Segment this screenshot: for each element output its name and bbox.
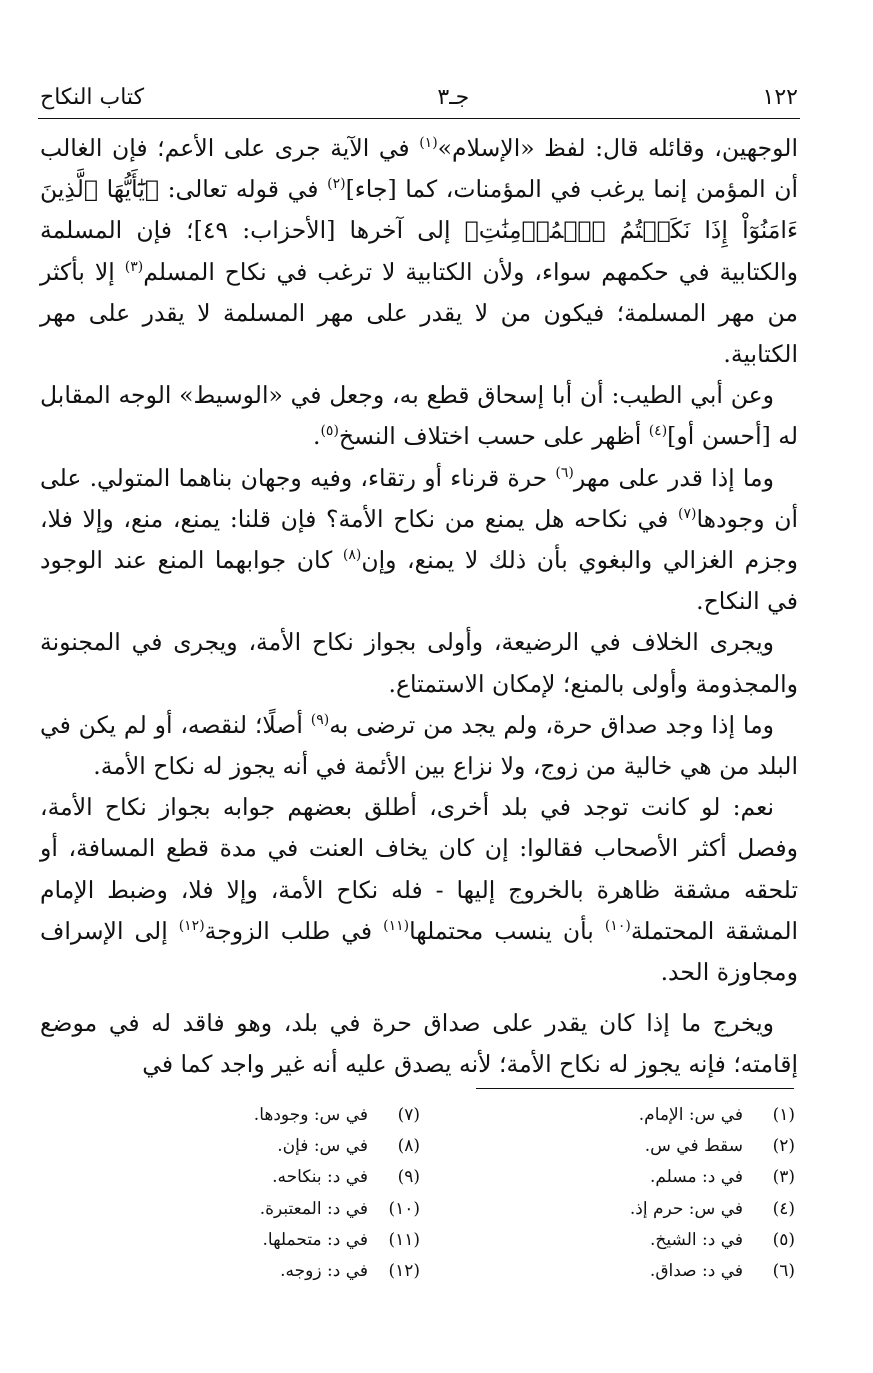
footnote-marker: (٢) — [327, 176, 346, 193]
footnote-number: (٢) — [772, 1136, 795, 1157]
footnote-item — [45, 1225, 420, 1256]
page-number: ١٢٢ — [762, 85, 798, 110]
footnote-text: في د: صداق. — [649, 1261, 743, 1282]
paragraph — [40, 1003, 798, 1085]
footnote-number: (٣) — [772, 1167, 795, 1188]
text-run: إلى الإسراف ومجاوزة الحد. — [40, 916, 798, 987]
text-run: وما إذا وجد صداق حرة، ولم يجد من ترضى به — [329, 710, 775, 739]
footnote-marker: (٥) — [320, 423, 339, 440]
footnotes-column-left — [45, 1100, 420, 1287]
footnote-text: في د: الشيخ. — [650, 1229, 743, 1250]
footnote-item — [420, 1162, 795, 1193]
footnote-text: في د: بنكاحه. — [272, 1167, 368, 1188]
volume-label: جـ٣ — [437, 85, 470, 110]
header-divider — [38, 118, 800, 119]
book-title: كتاب النكاح — [40, 85, 145, 110]
text-run: في طلب الزوجة — [204, 916, 384, 945]
footnote-item — [420, 1131, 795, 1162]
running-header — [40, 70, 798, 110]
text-run: إلا بأكثر من مهر المسلمة؛ فيكون من لا يقدر على مهر المسلمة لا يقدر على مهر الكتابية. — [40, 257, 798, 369]
footnote-item — [420, 1225, 795, 1256]
footnote-marker: (٣) — [124, 258, 144, 275]
footnote-number: (٧) — [397, 1105, 420, 1125]
text-run: الوجهين، وقائله قال: لفظ «الإسلام» — [437, 134, 798, 162]
footnote-item — [420, 1194, 795, 1225]
footnote-item — [420, 1256, 795, 1287]
footnote-number: (١٠) — [388, 1198, 420, 1219]
paragraph — [40, 787, 798, 993]
text-run: في الآية جرى على الأعم؛ فإن الغالب أن المؤمن إنما يرغب في المؤمنات، كما [جاء] — [40, 134, 799, 204]
footnote-item — [45, 1162, 420, 1193]
footnote-number: (٨) — [397, 1136, 420, 1157]
footnote-text: في س: حرم إذ. — [629, 1198, 743, 1219]
footnote-text: في س: الإمام. — [638, 1105, 743, 1125]
text-run: وما إذا قدر على مهر — [573, 463, 774, 492]
text-run: في قوله تعالى: ﴿يَٰٓأَيُّهَا ٱلَّذِينَ ءَامَنُوٓاْ إِذَا نَكَحۡتُمُ ٱلۡمُؤۡمِنَٰتِ﴾ إلى آخرها [الأحزاب: ٤٩]؛ فإن المسلمة والكتابية في حكمهم سواء، ولأن الكتابية لا ترغب في نكاح المسلم — [40, 175, 799, 286]
footnote-number: (١) — [772, 1105, 795, 1125]
footnote-divider — [476, 1088, 794, 1089]
footnote-text: في د: مسلم. — [649, 1167, 743, 1188]
paragraph — [40, 705, 798, 787]
footnote-text: في د: زوجه. — [280, 1261, 368, 1282]
paragraph — [40, 458, 798, 623]
footnote-number: (٥) — [772, 1229, 795, 1250]
footnote-marker: (٦) — [555, 464, 574, 481]
text-run: ويجرى الخلاف في الرضيعة، وأولى بجواز نكاح الأمة، ويجرى في المجنونة والمجذومة وأولى بالمنع؛ لإمكان الاستمتاع. — [40, 628, 798, 698]
text-run: نعم: لو كانت توجد في بلد أخرى، أطلق بعضهم جوابه بجواز نكاح الأمة، وفصل أكثر الأصحاب فقالوا: إن كان يخاف العنت في مدة قطع المسافة، أو تلحقه مشقة ظاهرة بالخروج إليها - فله نكاح الأمة، وإلا فلا، وضبط الإمام المشقة المحتملة — [40, 793, 799, 945]
footnote-marker: (١١) — [383, 918, 410, 935]
footnote-number: (٩) — [397, 1167, 420, 1188]
footnote-marker: (٩) — [310, 712, 330, 729]
footnote-item — [45, 1100, 420, 1131]
footnote-item — [45, 1131, 420, 1162]
text-run: في نكاحه هل يمنع من نكاح الأمة؟ فإن قلنا: يمنع، منع، وإلا فلا، وجزم الغزالي والبغوي بأن ذلك لا يمنع، وإن — [40, 504, 799, 575]
footnote-item — [45, 1256, 420, 1287]
text-run: أصلًا؛ لنقصه، أو لم يكن في البلد من هي خالية من زوج، ولا نزاع بين الأئمة في أنه يجوز له نكاح الأمة. — [40, 710, 798, 781]
text-run: بأن ينسب محتملها — [409, 916, 605, 945]
text-run: حرة قرناء أو رتقاء، وفيه وجهان بناهما المتولي. على أن وجودها — [40, 463, 798, 533]
footnote-marker: (١٢) — [178, 918, 205, 935]
footnote-number: (٦) — [772, 1261, 795, 1282]
footnote-marker: (١) — [419, 135, 438, 152]
paragraph — [40, 622, 798, 704]
text-run: . — [312, 422, 321, 451]
footnote-marker: (١٠) — [604, 918, 631, 935]
footnote-item — [45, 1194, 420, 1225]
footnote-marker: (٨) — [342, 547, 362, 564]
footnote-text: سقط في س. — [644, 1136, 743, 1157]
paragraph — [40, 375, 798, 457]
footnote-marker: (٧) — [678, 506, 697, 522]
footnote-marker: (٤) — [648, 423, 668, 440]
footnote-text: في س: وجودها. — [253, 1105, 368, 1125]
text-run: ويخرج ما إذا كان يقدر على صداق حرة في بلد، وهو فاقد له في موضع إقامته؛ فإنه يجوز له نكاح الأمة؛ لأنه يصدق عليه أنه غير واجد كما في — [40, 1009, 798, 1079]
main-text — [40, 128, 798, 1086]
footnote-text: في د: متحملها. — [262, 1229, 368, 1250]
footnotes-column-right — [420, 1100, 795, 1287]
text-run: وعن أبي الطيب: أن أبا إسحاق قطع به، وجعل في «الوسيط» الوجه المقابل له [أحسن أو] — [40, 381, 798, 451]
footnote-text: في س: فإن. — [277, 1136, 368, 1157]
footnote-number: (١١) — [388, 1229, 420, 1250]
paragraph — [40, 128, 798, 375]
footnote-number: (٤) — [772, 1198, 795, 1219]
footnote-text: في د: المعتبرة. — [259, 1198, 368, 1219]
footnotes — [40, 1100, 795, 1287]
text-run: أظهر على حسب اختلاف النسخ — [338, 422, 649, 451]
text-run: كان جوابهما المنع عند الوجود في النكاح. — [40, 546, 798, 616]
footnote-item — [420, 1100, 795, 1131]
footnote-number: (١٢) — [388, 1261, 420, 1282]
